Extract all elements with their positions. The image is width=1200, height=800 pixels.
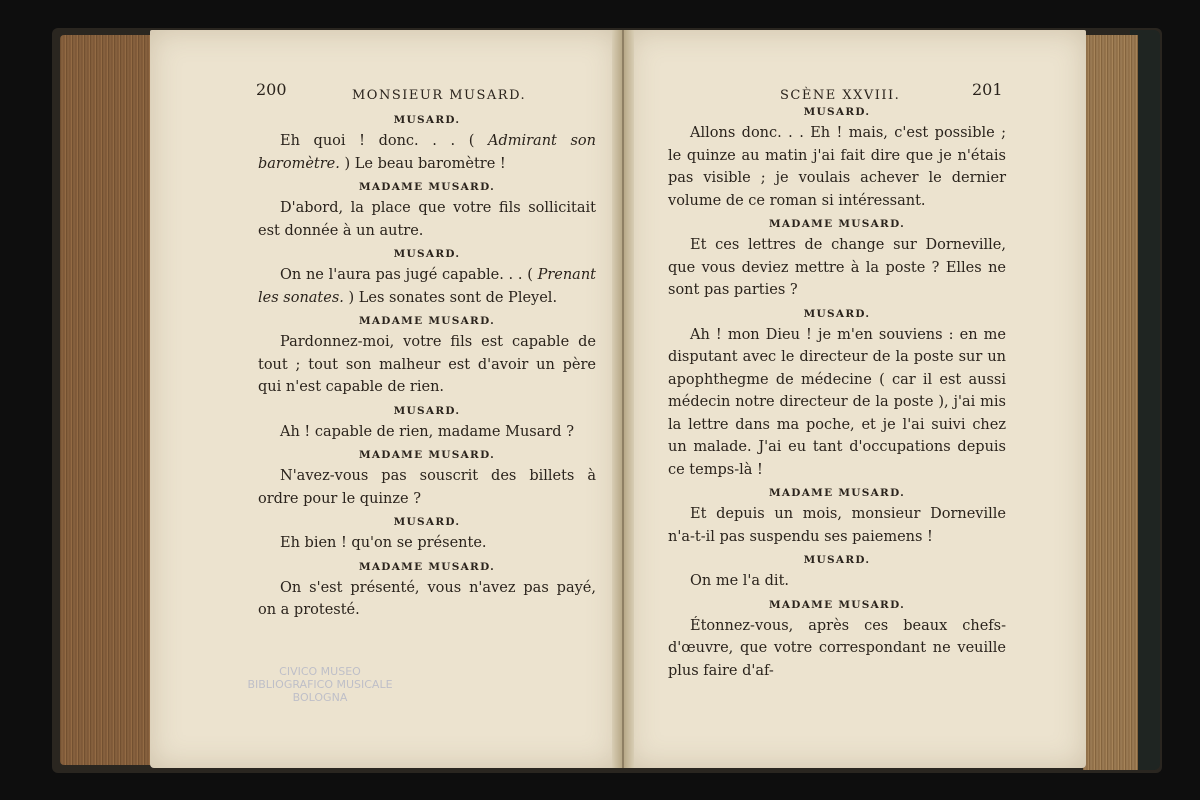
right-page-edges <box>1083 35 1138 770</box>
speaker-name: MADAME MUSARD. <box>768 218 906 230</box>
speaker-name: MADAME MUSARD. <box>768 598 906 611</box>
dialogue-paragraph: Ah ! capable de rien, madame Musard ? <box>280 423 574 440</box>
speaker-name: MUSARD. <box>803 106 871 118</box>
dialogue-paragraph: Étonnez-vous, après ces beaux chefs-d'œuvre, que votre correspondant ne veuille plus faire d'af- <box>668 617 1006 679</box>
speaker-name: MUSARD. <box>393 114 461 126</box>
dialogue-paragraph: On s'est présenté, vous n'avez pas payé, on a protesté. <box>258 579 596 618</box>
speaker-name: MADAME MUSARD. <box>358 181 496 193</box>
stamp-line: BIBLIOGRAFICO MUSICALE <box>247 678 393 691</box>
dialogue-paragraph: D'abord, la place que votre fils sollicitait est donnée à un autre. <box>258 200 596 239</box>
left-running-head: MONSIEUR MUSARD. <box>352 88 527 103</box>
stamp-line: BOLOGNA <box>292 691 348 704</box>
speaker-name: MUSARD. <box>803 554 871 566</box>
stamp-line: CIVICO MUSEO <box>279 665 361 678</box>
dialogue-paragraph: On me l'a dit. <box>690 573 790 589</box>
left-page-number: 200 <box>256 80 287 99</box>
speaker-name: MUSARD. <box>803 307 871 320</box>
left-page-text <box>258 108 596 622</box>
speaker-name: MADAME MUSARD. <box>358 315 496 327</box>
speaker-name: MUSARD. <box>393 248 461 260</box>
right-running-head: SCÈNE XXVIII. <box>780 88 901 103</box>
library-stamp <box>240 665 400 704</box>
speaker-name: MADAME MUSARD. <box>768 487 906 499</box>
dialogue-paragraph: N'avez-vous pas souscrit des billets à ordre pour le quinze ? <box>258 468 596 507</box>
dialogue-paragraph: Allons donc. . . Eh ! mais, c'est possible ; le quinze au matin j'ai fait dire que je n'étais pas visible ; je voulais achever le dernier volume de ce roman si intéressant. <box>668 125 1006 209</box>
dialogue-paragraph: Eh bien ! qu'on se présente. <box>280 535 487 551</box>
speaker-name: MUSARD. <box>393 404 461 417</box>
dialogue-paragraph: Ah ! mon Dieu ! je m'en souviens : en me disputant avec le directeur de la poste sur un apophthegme de médecine ( car il est aussi médecin notre directeur de la poste ), j'ai mis la lettre dans ma poche, et je l'ai suivi chez un malade. J'ai eu tant d'occupations depuis ce temps-là ! <box>668 326 1006 478</box>
dialogue-paragraph: On ne l'aura pas jugé capable. . . ( Prenant les sonates. ) Les sonates sont de Pleyel. <box>258 267 596 306</box>
book-gutter <box>612 30 634 768</box>
left-page-edges <box>60 35 155 765</box>
speaker-name: MADAME MUSARD. <box>358 560 496 573</box>
speaker-name: MADAME MUSARD. <box>358 449 496 461</box>
right-page-text <box>668 100 1006 682</box>
dialogue-paragraph: Eh quoi ! donc. . . ( Admirant son baromètre. ) Le beau baromètre ! <box>258 133 596 172</box>
dialogue-paragraph: Et ces lettres de change sur Dorneville, que vous deviez mettre à la poste ? Elles ne sont pas parties ? <box>668 237 1006 298</box>
speaker-name: MUSARD. <box>393 516 461 528</box>
dialogue-paragraph: Et depuis un mois, monsieur Dorneville n'a-t-il pas suspendu ses paiemens ! <box>668 506 1006 545</box>
right-page-number: 201 <box>972 80 1003 99</box>
dialogue-paragraph: Pardonnez-moi, votre fils est capable de tout ; tout son malheur est d'avoir un père qui n'est capable de rien. <box>258 334 596 395</box>
